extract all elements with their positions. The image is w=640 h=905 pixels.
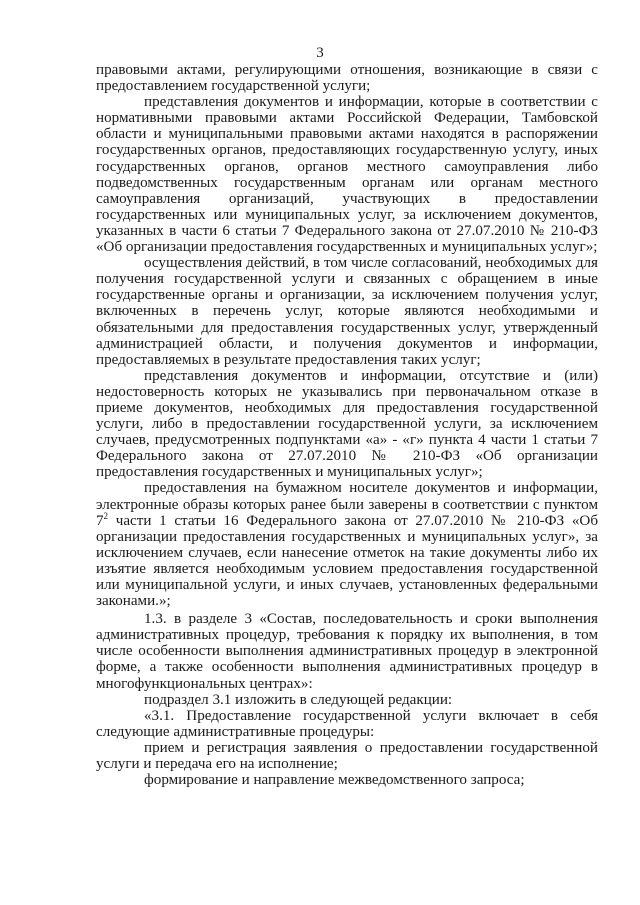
paragraph-paper-documents bbox=[96, 480, 598, 609]
paragraph-documents-in-disposal: представления документов и информации, которые в соответствии с нормативными правовыми актами Российской Федерации, Тамбовской области и муниципальными правовыми актами находятся в распоряжении государственных органов, предоставляющих государственную услугу, иных государственных органов, органов местного самоуправления либо подведомственных государственным органам или органам местного самоуправления организаций, участвующих в предоставлении государственных или муниципальных услуг, за исключением документов, указанных в части 6 статьи 7 Федерального закона от 27.07.2010 № 210-ФЗ «Об организации предоставления государственных и муниципальных услуг»; bbox=[96, 94, 598, 256]
document-body bbox=[96, 62, 598, 788]
paragraph-reception-registration: прием и регистрация заявления о предоставлении государственной услуги и передача его на исполнение; bbox=[96, 739, 598, 773]
paragraph-subsection-3-1: подраздел 3.1 изложить в следующей редакции: bbox=[144, 691, 453, 708]
superscript-mark: 2 bbox=[103, 510, 109, 521]
paragraph-interagency-request: формирование и направление межведомственного запроса; bbox=[144, 772, 525, 789]
paragraph-procedures-intro: «3.1. Предоставление государственной услуги включает в себя следующие административные процедуры: bbox=[96, 707, 598, 740]
page-number: 3 bbox=[316, 45, 324, 61]
paper-text-after: части 1 статьи 16 Федерального закона от 27.07.2010 № 210-ФЗ «Об организации предоставления государственных и муниципальных услуг», за исключением случаев, если нанесение отметок на такие документы либо их изъятие является необходимым условием предоставления государственной или муниципальной услуги, и иных случаев, установленных федеральными законами.»; bbox=[96, 512, 598, 610]
paper-text-before: предоставления на бумажном носителе документов и информации, электронные образы которых ранее были заверены в соответствии с пунктом 7 bbox=[96, 480, 598, 529]
paragraph-actions-approvals: осуществления действий, в том числе согласований, необходимых для получения государственной услуги и связанных с обращением в иные государственные органы и организации, за исключением получения услуг, включенных в перечень услуг, которые являются необходимыми и обязательными для предоставления государственных услуг, утвержденный администрацией области, и получения документов и информации, предоставляемых в результате предоставления таких услуг; bbox=[96, 255, 598, 368]
paragraph-continuation: правовыми актами, регулирующими отношения, возникающие в связи с предоставлением государственной услуги; bbox=[96, 62, 598, 95]
paragraph-section-1-3: 1.3. в разделе 3 «Состав, последовательность и сроки выполнения административных процедур, требования к порядку их выполнения, в том числе особенности выполнения административных процедур в электронной форме, а также особенности выполнения административных процедур в многофункциональных центрах»: bbox=[96, 611, 598, 692]
paragraph-missing-documents: представления документов и информации, отсутствие и (или) недостоверность которых не указывались при первоначальном отказе в приеме документов, необходимых для предоставления государственной услуги, либо в предоставлении государственной услуги, за исключением случаев, предусмотренных подпунктами «а» - «г» пункта 4 части 1 статьи 7 Федерального закона от 27.07.2010 № 210-ФЗ «Об организации предоставления государственных и муниципальных услуг»; bbox=[96, 367, 598, 481]
